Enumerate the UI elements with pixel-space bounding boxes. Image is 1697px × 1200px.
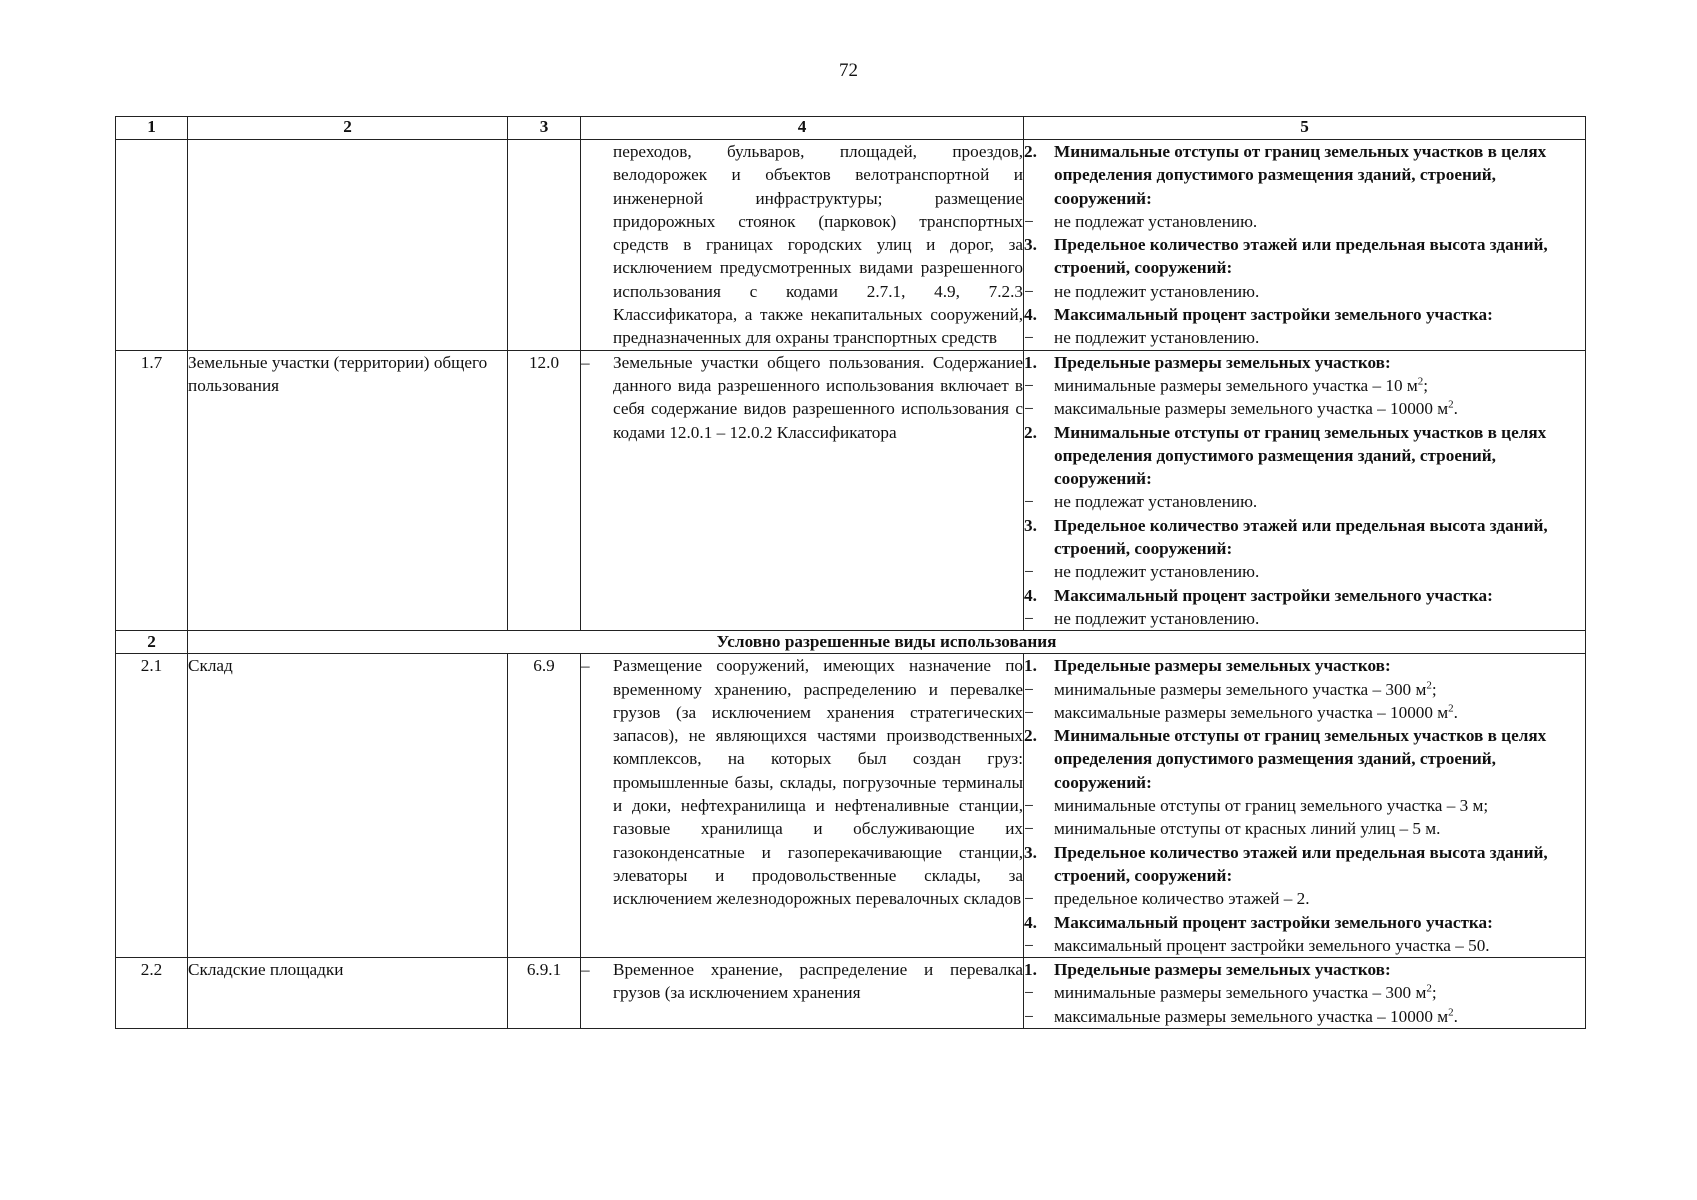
dash-marker: – (581, 960, 590, 980)
parameter-label: Предельные размеры земельных участков: (1054, 960, 1391, 980)
superscript: 2 (1448, 1005, 1454, 1018)
parameter-heading (1024, 514, 1585, 561)
row-number: 2.2 (116, 958, 188, 1029)
parameter-text (1054, 326, 1259, 349)
use-description-cell (581, 140, 1024, 351)
parameter-label: Минимальные отступы от границ земельных участков в целях определения допустимого размещения зданий, строений, сооружений: (1054, 726, 1547, 792)
list-marker: 3. (1024, 515, 1037, 535)
parameter-text (1054, 374, 1428, 397)
parameter-text (1054, 607, 1259, 630)
row-number: 2.1 (116, 654, 188, 958)
parameter-label: Максимальный процент застройки земельного участка: (1054, 912, 1493, 932)
page-number: 72 (839, 60, 858, 81)
use-name: Склад (188, 654, 508, 958)
section-row (116, 631, 1586, 654)
superscript: 2 (1426, 982, 1432, 995)
use-description-cell (581, 350, 1024, 631)
punctuation: ; (1431, 679, 1437, 699)
column-header: 4 (581, 117, 1024, 140)
parameter-label: Предельные размеры земельных участков: (1054, 352, 1391, 372)
list-marker: − (1024, 375, 1034, 395)
parameter-text (1054, 280, 1259, 303)
table-row (116, 958, 1586, 1029)
parameter-value (1024, 397, 1585, 420)
parameter-text (1054, 233, 1585, 280)
description-text: Временное хранение, распределение и перевалка грузов (за исключением хранения (613, 960, 1023, 1003)
parameter-text (1054, 303, 1493, 326)
classifier-code: 6.9.1 (508, 958, 581, 1029)
table-row (116, 140, 1586, 351)
row-number: 1.7 (116, 350, 188, 631)
parameter-label: Максимальный процент застройки земельного участка: (1054, 305, 1493, 325)
list-marker: − (1024, 608, 1034, 628)
dash-marker: – (581, 656, 590, 676)
parameter-value (1024, 981, 1585, 1004)
punctuation: ; (1423, 375, 1429, 395)
parameter-label: предельное количество этажей – 2. (1054, 889, 1310, 909)
parameter-text (1054, 351, 1391, 374)
parameter-value (1024, 560, 1585, 583)
list-marker: 2. (1024, 422, 1037, 442)
parameter-heading (1024, 958, 1585, 981)
list-marker: 2. (1024, 142, 1037, 161)
list-marker: − (1024, 889, 1034, 909)
list-marker: − (1024, 492, 1034, 512)
list-marker: 1. (1024, 352, 1037, 372)
parameter-label: Предельное количество этажей или предельная высота зданий, строений, сооружений: (1054, 515, 1548, 559)
parameter-text (1054, 794, 1488, 817)
parameter-value (1024, 1005, 1585, 1028)
use-name (188, 140, 508, 351)
section-title: Условно разрешенные виды использования (188, 631, 1586, 654)
parameter-heading (1024, 654, 1585, 677)
list-marker: 4. (1024, 305, 1037, 325)
parameter-text (1054, 397, 1458, 420)
parameter-label: Минимальные отступы от границ земельных участков в целях определения допустимого размещения зданий, строений, сооружений: (1054, 142, 1547, 208)
parameter-heading (1024, 351, 1585, 374)
parameter-label: не подлежит установлению. (1054, 281, 1260, 301)
column-header: 1 (116, 117, 188, 140)
parameter-heading (1024, 584, 1585, 607)
parameter-text (1054, 911, 1493, 934)
parameter-heading (1024, 303, 1585, 326)
parameter-value (1024, 490, 1585, 513)
parameter-label: не подлежит установлению. (1054, 608, 1260, 628)
parameter-label: Минимальные отступы от границ земельных участков в целях определения допустимого размещения зданий, строений, сооружений: (1054, 422, 1547, 489)
parameter-label: максимальные размеры земельного участка – 10000 м (1054, 1006, 1449, 1026)
parameter-text (1054, 958, 1391, 981)
list-marker: 3. (1024, 842, 1037, 862)
use-description-cell (581, 654, 1024, 958)
list-marker: − (1024, 562, 1034, 582)
description-text: Размещение сооружений, имеющих назначение по временному хранению, распределению и перевалке грузов (за исключением хранения стратегических запасов), не являющихся частями производственных комплексов, на которых был создан груз: промышленные базы, склады, погрузочные терминалы и доки, нефтехранилища и нефтеналивные станции, газовые хранилища и обслуживающие их газоконденсатные и газоперекачивающие станции, элеваторы и продовольственные склады, за исключением железнодорожных перевалочных складов (613, 656, 1023, 909)
use-description (581, 958, 1023, 1005)
punctuation: ; (1431, 983, 1437, 1003)
parameter-label: не подлежат установлению. (1054, 492, 1258, 512)
table-row (116, 350, 1586, 631)
list-marker: 4. (1024, 912, 1037, 932)
parameter-label: минимальные размеры земельного участка – 10 м (1054, 375, 1418, 395)
parameter-label: Предельные размеры земельных участков: (1054, 656, 1391, 676)
parameter-label: максимальные размеры земельного участка – 10000 м (1054, 399, 1449, 419)
parameter-heading (1024, 911, 1585, 934)
parameter-text (1054, 140, 1585, 210)
parameter-heading (1024, 233, 1585, 280)
list-marker: − (1024, 211, 1034, 231)
list-marker: − (1024, 935, 1034, 955)
parameter-value (1024, 280, 1585, 303)
parameter-value (1024, 934, 1585, 957)
use-name: Складские площадки (188, 958, 508, 1029)
parameter-value (1024, 701, 1585, 724)
parameter-text (1054, 584, 1493, 607)
parameter-label: не подлежит установлению. (1054, 328, 1260, 348)
punctuation: . (1453, 399, 1458, 419)
use-description (581, 654, 1023, 910)
dash-marker: – (581, 352, 590, 372)
list-marker: − (1024, 281, 1034, 301)
parameter-value (1024, 374, 1585, 397)
parameter-value (1024, 326, 1585, 349)
parameter-text (1054, 981, 1437, 1004)
superscript: 2 (1448, 702, 1454, 715)
parameter-value (1024, 794, 1585, 817)
column-header: 5 (1024, 117, 1586, 140)
column-header: 2 (188, 117, 508, 140)
parameter-label: минимальные отступы от красных линий улиц – 5 м. (1054, 819, 1441, 839)
parameter-text (1054, 817, 1440, 840)
parameter-text (1054, 934, 1490, 957)
list-marker: 1. (1024, 656, 1037, 676)
parameter-label: не подлежит установлению. (1054, 562, 1260, 582)
parameter-heading (1024, 724, 1585, 794)
parameter-text (1054, 887, 1310, 910)
classifier-code: 6.9 (508, 654, 581, 958)
punctuation: . (1453, 702, 1458, 722)
use-description-cell (581, 958, 1024, 1029)
parameter-text (1054, 654, 1391, 677)
use-name: Земельные участки (территории) общего пользования (188, 350, 508, 631)
parameter-text (1054, 678, 1437, 701)
parameter-label: Предельное количество этажей или предельная высота зданий, строений, сооружений: (1054, 842, 1548, 885)
list-marker: − (1024, 328, 1034, 348)
parameter-label: максимальный процент застройки земельного участка – 50. (1054, 935, 1490, 955)
section-number: 2 (116, 631, 188, 654)
list-marker: 2. (1024, 726, 1037, 746)
parameter-label: Предельное количество этажей или предельная высота зданий, строений, сооружений: (1054, 235, 1548, 278)
parameter-label: Максимальный процент застройки земельного участка: (1054, 585, 1493, 605)
description-text: переходов, бульваров, площадей, проездов, велодорожек и объектов велотранспортной и инженерной инфраструктуры; размещение придорожных стоянок (парковок) транспортных средств в границах городских улиц и дорог, за исключением предусмотренных видами разрешенного использования с кодами 2.7.1, 4.9, 7.2.3 Классификатора, а также некапитальных сооружений, предназначенных для охраны транспортных средств (613, 142, 1023, 348)
list-marker: − (1024, 1006, 1034, 1026)
classifier-code (508, 140, 581, 351)
parameter-text (1054, 514, 1585, 561)
parameter-value (1024, 678, 1585, 701)
parameter-text (1054, 210, 1257, 233)
parameter-heading (1024, 140, 1585, 210)
parameter-value (1024, 210, 1585, 233)
parameters-cell (1024, 654, 1586, 958)
zoning-table (115, 116, 1586, 1029)
list-marker: − (1024, 399, 1034, 419)
parameters-cell (1024, 350, 1586, 631)
parameters-cell (1024, 140, 1586, 351)
table-header-row (116, 117, 1586, 140)
list-marker: − (1024, 819, 1034, 839)
use-description (581, 351, 1023, 444)
parameter-text (1054, 724, 1585, 794)
description-text: Земельные участки общего пользования. Содержание данного вида разрешенного использования включает в себя содержание видов разрешенного использования с кодами 12.0.1 – 12.0.2 Классификатора (613, 352, 1023, 442)
list-marker: 3. (1024, 235, 1037, 255)
table-row (116, 654, 1586, 958)
list-marker: − (1024, 679, 1034, 699)
parameter-heading (1024, 421, 1585, 491)
classifier-code: 12.0 (508, 350, 581, 631)
superscript: 2 (1426, 678, 1432, 691)
parameter-label: минимальные размеры земельного участка – 300 м (1054, 983, 1427, 1003)
parameter-label: минимальные отступы от границ земельного участка – 3 м; (1054, 796, 1489, 816)
parameter-text (1054, 490, 1257, 513)
parameter-text (1054, 560, 1259, 583)
parameter-label: максимальные размеры земельного участка – 10000 м (1054, 702, 1449, 722)
parameter-text (1054, 701, 1458, 724)
superscript: 2 (1448, 398, 1454, 411)
row-number (116, 140, 188, 351)
punctuation: . (1453, 1006, 1458, 1026)
parameter-label: не подлежат установлению. (1054, 211, 1258, 231)
parameter-text (1054, 421, 1585, 491)
parameter-text (1054, 841, 1585, 888)
parameter-label: минимальные размеры земельного участка – 300 м (1054, 679, 1427, 699)
parameter-value (1024, 817, 1585, 840)
column-header: 3 (508, 117, 581, 140)
list-marker: 4. (1024, 585, 1037, 605)
list-marker: − (1024, 983, 1034, 1003)
list-marker: − (1024, 796, 1034, 816)
list-marker: 1. (1024, 960, 1037, 980)
list-marker: − (1024, 702, 1034, 722)
parameter-text (1054, 1005, 1458, 1028)
parameter-value (1024, 607, 1585, 630)
parameters-cell (1024, 958, 1586, 1029)
parameter-value (1024, 887, 1585, 910)
parameter-heading (1024, 841, 1585, 888)
use-description (581, 140, 1023, 350)
superscript: 2 (1417, 375, 1424, 388)
